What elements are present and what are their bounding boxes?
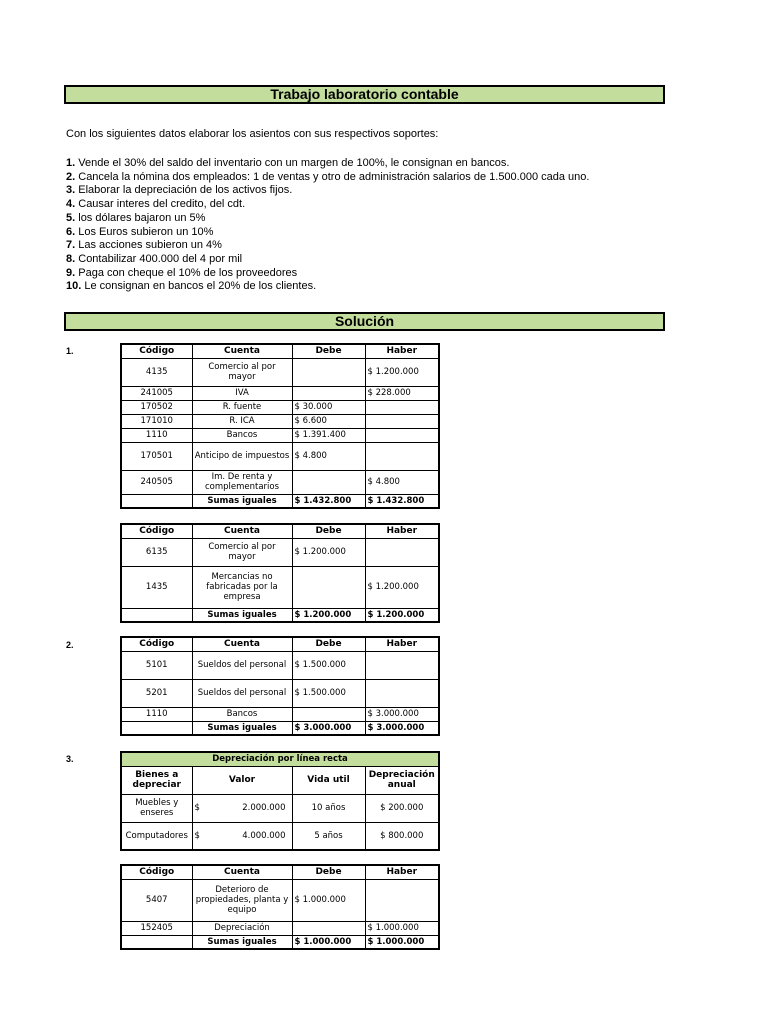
journal-table-3: Código Cuenta Debe Haber 5101 Sueldos del personal $ 1.500.000 5201 Sueldos del personal $ 1.500.000 1110 Bancos $ 3.000.000 Sumas iguales $ 3.000.000 $ 3.000.000: [120, 636, 440, 736]
table-row: 240505 Im. De renta y complementarios $ 4.800: [121, 470, 439, 494]
solution-title: Solución: [64, 312, 665, 331]
journal-table-4: Código Cuenta Debe Haber 5407 Deterioro de propiedades, planta y equipo $ 1.000.000 152405 Depreciación $ 1.000.000 Sumas iguales $ 1.000.000 $ 1.000.000: [120, 864, 440, 950]
table-row: 152405 Depreciación $ 1.000.000: [121, 921, 439, 935]
table-row: 5201 Sueldos del personal $ 1.500.000: [121, 679, 439, 707]
table-row: 241005 IVA $ 228.000: [121, 386, 439, 400]
list-item: 5. los dólares bajaron un 5%: [66, 211, 206, 224]
page-title: Trabajo laboratorio contable: [64, 85, 665, 104]
col-cuenta: Cuenta: [192, 344, 292, 358]
list-item: 10. Le consignan en bancos el 20% de los clientes.: [66, 280, 317, 293]
table-row: 1435 Mercancias no fabricadas por la empresa $ 1.200.000: [121, 566, 439, 608]
journal-table-1: [120, 343, 440, 509]
table-row: 170501 Anticipo de impuestos $ 4.800: [121, 442, 439, 470]
task-list: [66, 157, 589, 294]
totals-row: Sumas iguales $ 1.432.800 $ 1.432.800: [121, 494, 439, 508]
table-row: 6135 Comercio al por mayor $ 1.200.000: [121, 538, 439, 566]
table-row: Computadores $ 4.000.000 5 años $ 800.000: [121, 822, 439, 850]
list-item: 4. Causar interes del credito, del cdt.: [66, 198, 246, 211]
totals-row: Sumas iguales $ 3.000.000 $ 3.000.000: [121, 721, 439, 735]
col-debe: Debe: [292, 344, 365, 358]
list-item: 1. Vende el 30% del saldo del inventario con un margen de 100%, le consignan en bancos.: [66, 157, 510, 169]
list-item: 2. Cancela la nómina dos empleados: 1 de ventas y otro de administración salarios de 1.500.000 cada uno.: [66, 170, 590, 183]
col-codigo: Código: [121, 344, 192, 358]
table-row: 170502 R. fuente $ 30.000: [121, 400, 439, 414]
section-number: 1.: [66, 346, 74, 356]
table-row: 5407 Deterioro de propiedades, planta y equipo $ 1.000.000: [121, 879, 439, 921]
section-number: 2.: [66, 640, 74, 650]
depreciation-title: Depreciación por línea recta: [121, 752, 439, 766]
table-row: Muebles y enseres $ 2.000.000 10 años $ 200.000: [121, 794, 439, 822]
col-haber: Haber: [365, 344, 439, 358]
section-number: 3.: [66, 754, 74, 764]
list-item: 6. Los Euros subieron un 10%: [66, 225, 214, 238]
table-row: 4135 Comercio al por mayor $ 1.200.000: [121, 358, 439, 386]
totals-row: Sumas iguales $ 1.200.000 $ 1.200.000: [121, 608, 439, 622]
journal-table-2: Código Cuenta Debe Haber 6135 Comercio al por mayor $ 1.200.000 1435 Mercancias no fabricadas por la empresa $ 1.200.000 Sumas iguales $ 1.200.000 $ 1.200.000: [120, 523, 440, 623]
list-item: 8. Contabilizar 400.000 del 4 por mil: [66, 252, 243, 265]
totals-row: Sumas iguales $ 1.000.000 $ 1.000.000: [121, 935, 439, 949]
table-row: 1110 Bancos $ 3.000.000: [121, 707, 439, 721]
table-row: 5101 Sueldos del personal $ 1.500.000: [121, 651, 439, 679]
list-item: 7. Las acciones subieron un 4%: [66, 239, 222, 252]
list-item: 3. Elaborar la depreciación de los activos fijos.: [66, 184, 293, 197]
table-row: 1110 Bancos $ 1.391.400: [121, 428, 439, 442]
list-item: 9. Paga con cheque el 10% de los proveedores: [66, 266, 298, 279]
depreciation-table: Depreciación por línea recta Bienes a depreciar Valor Vida util Depreciación anual Muebles y enseres $ 2.000.000 10 años $ 200.000 Computadores $ 4.000.000 5 años $ 800.000: [120, 751, 440, 851]
table-row: 171010 R. ICA $ 6.600: [121, 414, 439, 428]
instructions-intro: Con los siguientes datos elaborar los asientos con sus respectivos soportes:: [66, 128, 439, 140]
